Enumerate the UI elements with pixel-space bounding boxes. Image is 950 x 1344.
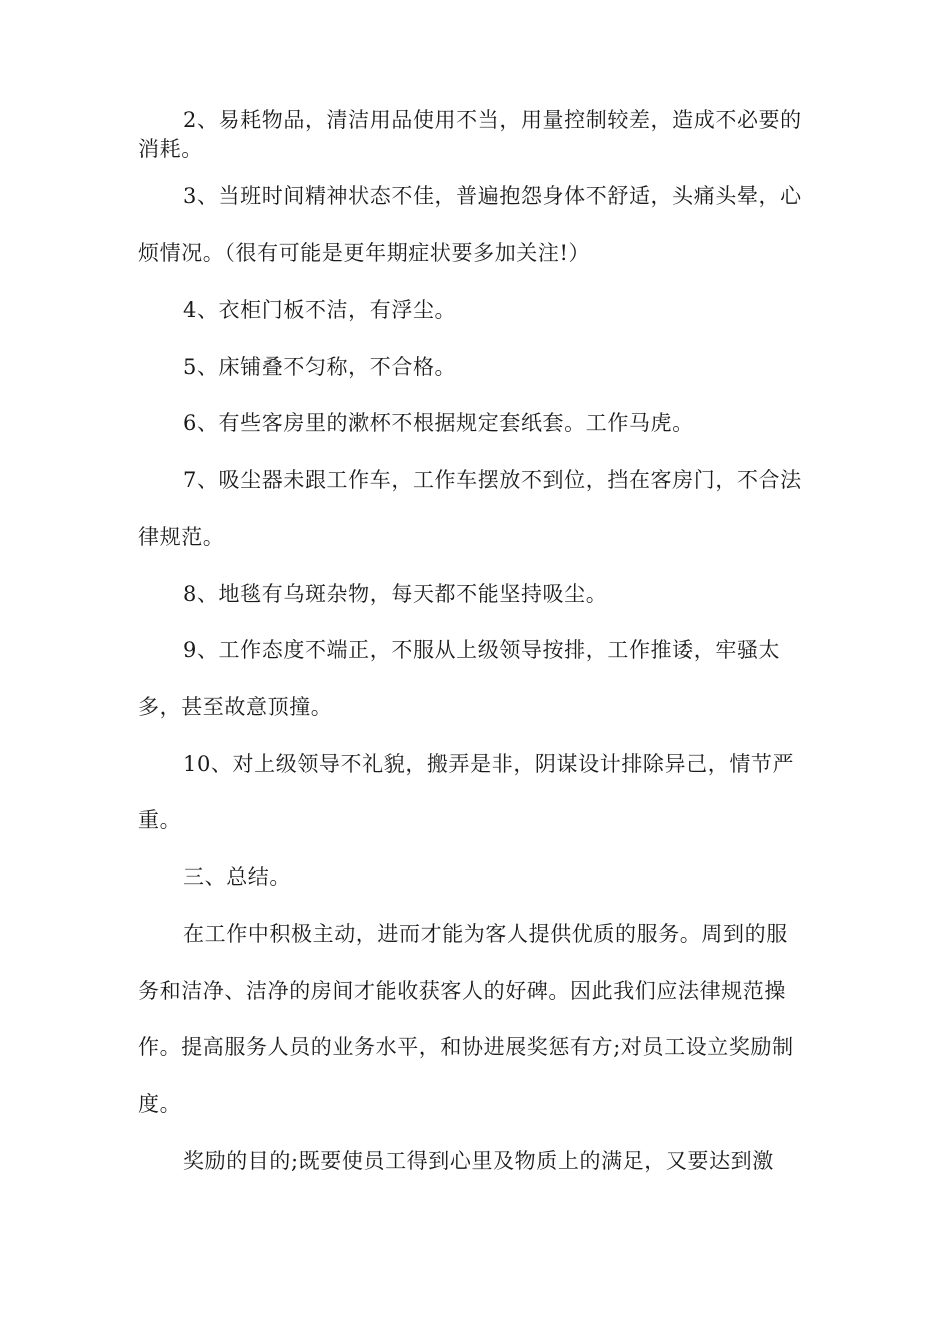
paragraph-line: 奖励的目的;既要使员工得到心里及物质上的满足，又要达到激 (183, 1149, 774, 1173)
paragraph-line: 务和洁净、洁净的房间才能收获客人的好碑。因此我们应法律规范操 (138, 979, 786, 1003)
paragraph-line: 5、床铺叠不匀称，不合格。 (183, 355, 457, 379)
paragraph-line: 3、当班时间精神状态不佳，普遍抱怨身体不舒适，头痛头晕，心 (183, 184, 802, 208)
paragraph-line: 度。 (138, 1092, 182, 1116)
paragraph-line: 4、衣柜门板不洁，有浮尘。 (183, 298, 457, 322)
paragraph-line: 8、地毯有乌斑杂物，每天都不能坚持吸尘。 (183, 582, 608, 606)
paragraph-line: 多，甚至故意顶撞。 (138, 695, 333, 719)
paragraph-line: 在工作中积极主动，进而才能为客人提供优质的服务。周到的服 (183, 922, 788, 946)
paragraph-line: 10、对上级领导不礼貌，搬弄是非，阴谋设计排除异己，情节严 (183, 752, 795, 776)
paragraph-line: 律规范。 (138, 525, 225, 549)
paragraph-line: 作。提高服务人员的业务水平，和协进展奖惩有方;对员工设立奖励制 (138, 1035, 794, 1059)
paragraph-line: 6、有些客房里的漱杯不根据规定套纸套。工作马虎。 (183, 411, 694, 435)
paragraph-line: 重。 (138, 808, 182, 832)
paragraph-line: 2、易耗物品，清洁用品使用不当，用量控制较差，造成不必要的 (183, 108, 802, 132)
paragraph-line: 消耗。 (138, 137, 203, 161)
paragraph-line: 烦情况。（很有可能是更年期症状要多加关注!） (138, 241, 591, 265)
paragraph-line: 9、工作态度不端正，不服从上级领导按排，工作推诿，牢骚太 (183, 638, 781, 662)
section-heading: 三、总结。 (183, 865, 291, 889)
paragraph-line: 7、吸尘器未跟工作车，工作车摆放不到位，挡在客房门，不合法 (183, 468, 802, 492)
